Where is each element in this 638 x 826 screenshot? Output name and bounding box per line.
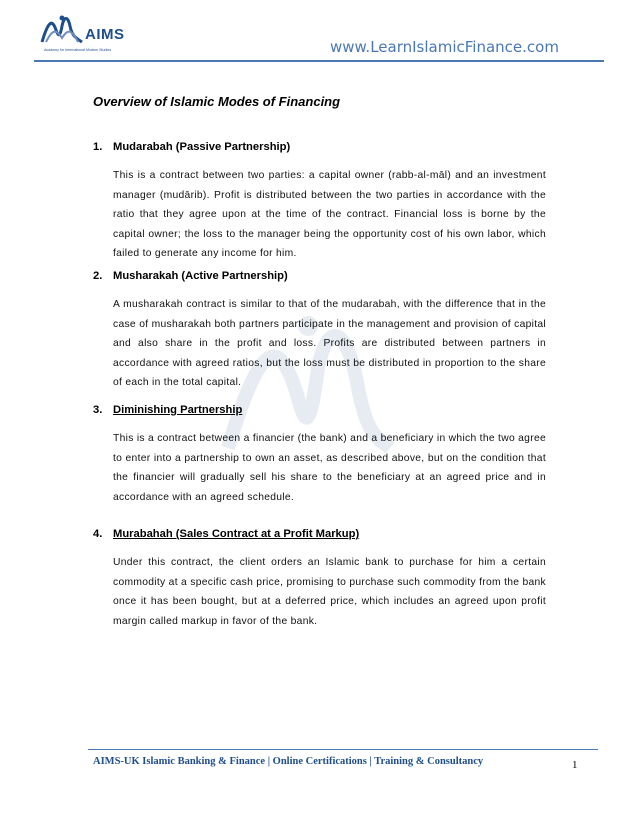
document-title: Overview of Islamic Modes of Financing (93, 94, 341, 109)
aims-emblem-icon (38, 12, 86, 48)
section-body: This is a contract between a financier (the bank) and a beneficiary in which the two agree to enter into a partnership to own an asset, as described above, but on the condition that the financier will gradually sell his share to the beneficiary at an agreed price and in accordance with an agreed schedule. (113, 433, 546, 503)
section-murabahah (93, 528, 546, 631)
header-divider (34, 60, 604, 62)
section-heading: 2. Musharakah (Active Partnership) (93, 270, 288, 282)
logo-wordmark: AIMS (85, 26, 125, 43)
section-body: This is a contract between two parties: a capital owner (rabb-al-māl) and an investment manager (mudārib). Profit is distributed between the two parties in accordance with the ratio that they agree upon at the time of the contract. Financial loss is borne by the capital owner; the loss to the manager being the opportunity cost of his own labor, which failed to generate any income for him. (113, 170, 546, 259)
aims-logo (38, 12, 128, 62)
website-url[interactable]: www.LearnIslamicFinance.com (330, 38, 559, 56)
page-number: 1 (572, 759, 578, 771)
footer-divider (88, 749, 598, 750)
logo-tagline: Academy for International Modern Studies (44, 48, 112, 52)
footer-text: AIMS-UK Islamic Banking & Finance | Online Certifications | Training & Consultancy (93, 756, 484, 767)
section-heading: 3. Diminishing Partnership (93, 404, 243, 416)
section-body: A musharakah contract is similar to that of the mudarabah, with the difference that in the case of musharakah both partners participate in the management and provision of capital and also share in the profit and loss. Profits are distributed between partners in accordance with agreed ratios, but the loss must be distributed in proportion to the share of each in the total capital. (113, 299, 546, 388)
section-body: Under this contract, the client orders an Islamic bank to purchase for him a certain commodity at a specific cash price, promising to purchase such commodity from the bank once it has been bought, but at a deferred price, which includes an agreed upon profit margin called markup in favor of the bank. (113, 557, 546, 627)
section-mudarabah (93, 141, 546, 264)
section-musharakah (93, 270, 546, 393)
section-diminishing-partnership (93, 404, 546, 507)
section-heading: 4. Murabahah (Sales Contract at a Profit Markup) (93, 528, 360, 540)
section-heading: 1. Mudarabah (Passive Partnership) (93, 141, 291, 153)
